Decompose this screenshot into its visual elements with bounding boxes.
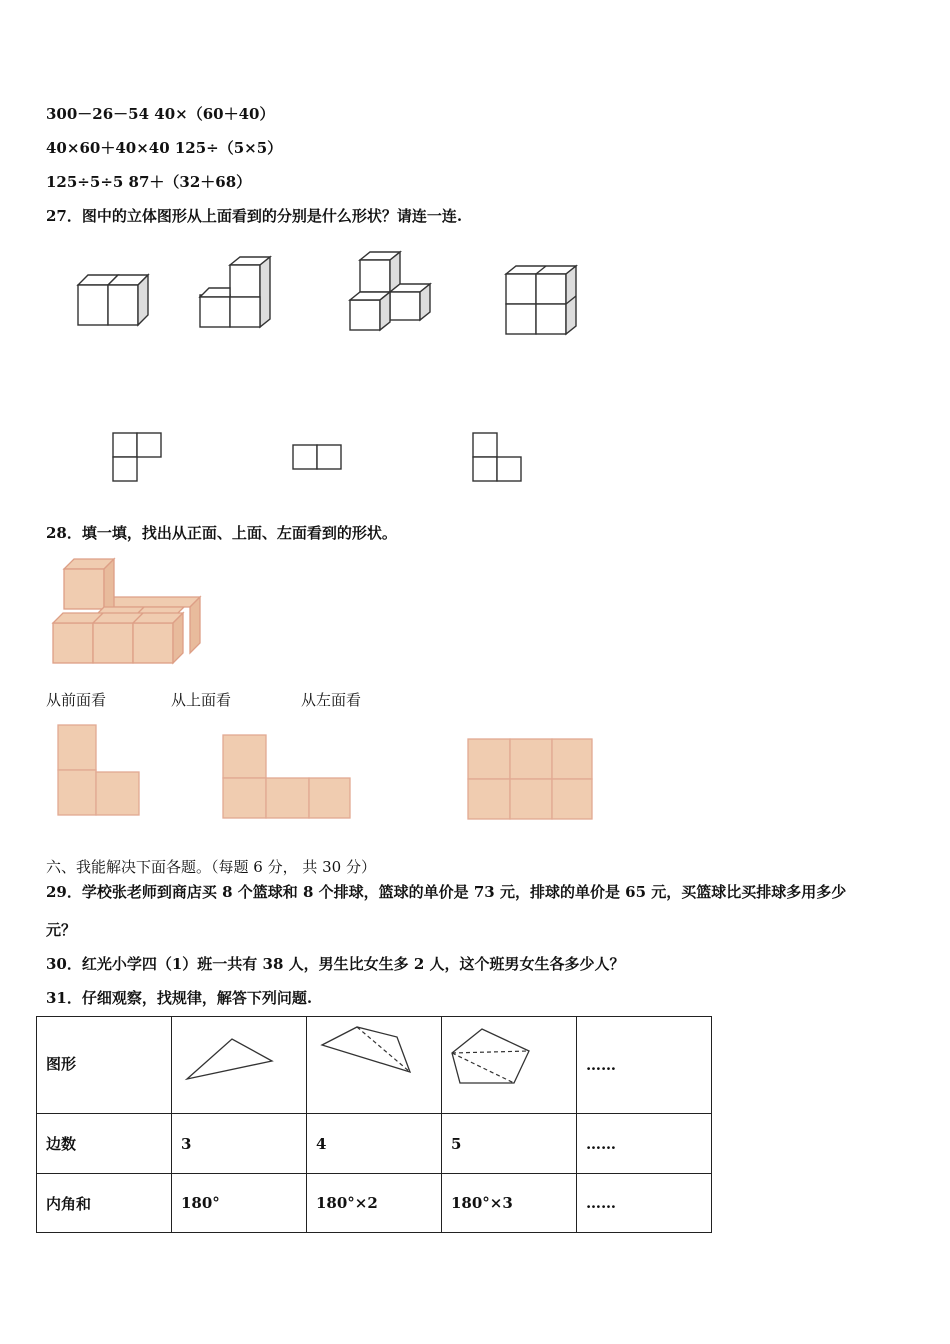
angle-sum-value: 180°×2 [307, 1174, 442, 1233]
quadrilateral-cell [307, 1017, 442, 1114]
row-label-shape: 图形 [37, 1017, 172, 1114]
angle-sum-value: …… [577, 1174, 712, 1233]
solid-figure-4 [500, 262, 585, 342]
triangle-cell [172, 1017, 307, 1114]
top-view-3 [470, 430, 525, 485]
calc-line-1: 300－26－54 40×（60＋40） [46, 105, 275, 123]
sides-value: 3 [172, 1114, 307, 1174]
label-left-view: 从左面看 [301, 691, 362, 709]
row-label-angle-sum: 内角和 [37, 1174, 172, 1233]
sides-value: 5 [442, 1114, 577, 1174]
view-shape-1 [55, 722, 145, 820]
q27-text: 27．图中的立体图形从上面看到的分别是什么形状？请连一连. [46, 207, 463, 225]
label-front-view: 从前面看 [46, 691, 107, 709]
table-row-sides [37, 1114, 712, 1174]
pattern-table [36, 1016, 712, 1233]
angle-sum-value: 180°×3 [442, 1174, 577, 1233]
sides-value: 4 [307, 1114, 442, 1174]
label-top-view: 从上面看 [171, 691, 232, 709]
top-view-2 [290, 442, 345, 472]
top-view-1 [110, 430, 165, 485]
shape-more: …… [577, 1017, 712, 1114]
solid-figure-1 [70, 270, 160, 335]
q28-text: 28．填一填，找出从正面、上面、左面看到的形状。 [46, 524, 397, 542]
q29-line-1: 29．学校张老师到商店买 8 个篮球和 8 个排球，篮球的单价是 73 元，排球的单价是 65 元，买篮球比买排球多用多少 [46, 883, 847, 901]
pentagon-cell [442, 1017, 577, 1114]
solid-figure-2 [195, 255, 285, 335]
section-6-title: 六、我能解决下面各题。（每题 6 分， 共 30 分） [46, 858, 376, 876]
sides-value: …… [577, 1114, 712, 1174]
calc-line-3: 125÷5÷5 87＋（32＋68） [46, 173, 252, 191]
solid-figure-3 [345, 250, 440, 335]
solid-figure-q28 [48, 555, 208, 667]
view-shape-3 [465, 736, 597, 822]
q31-text: 31．仔细观察，找规律，解答下列问题. [46, 989, 313, 1007]
table-row-shapes [37, 1017, 712, 1114]
q30-text: 30．红光小学四（1）班一共有 38 人，男生比女生多 2 人，这个班男女生各多少人？ [46, 955, 625, 973]
q29-line-2: 元？ [46, 921, 77, 939]
table-row-angles [37, 1174, 712, 1233]
row-label-sides: 边数 [37, 1114, 172, 1174]
calc-line-2: 40×60＋40×40 125÷（5×5） [46, 139, 283, 157]
pentagon-shape [442, 1017, 577, 1114]
view-shape-2 [220, 732, 355, 822]
triangle-shape [172, 1017, 307, 1114]
angle-sum-value: 180° [172, 1174, 307, 1233]
quadrilateral-shape [307, 1017, 442, 1114]
